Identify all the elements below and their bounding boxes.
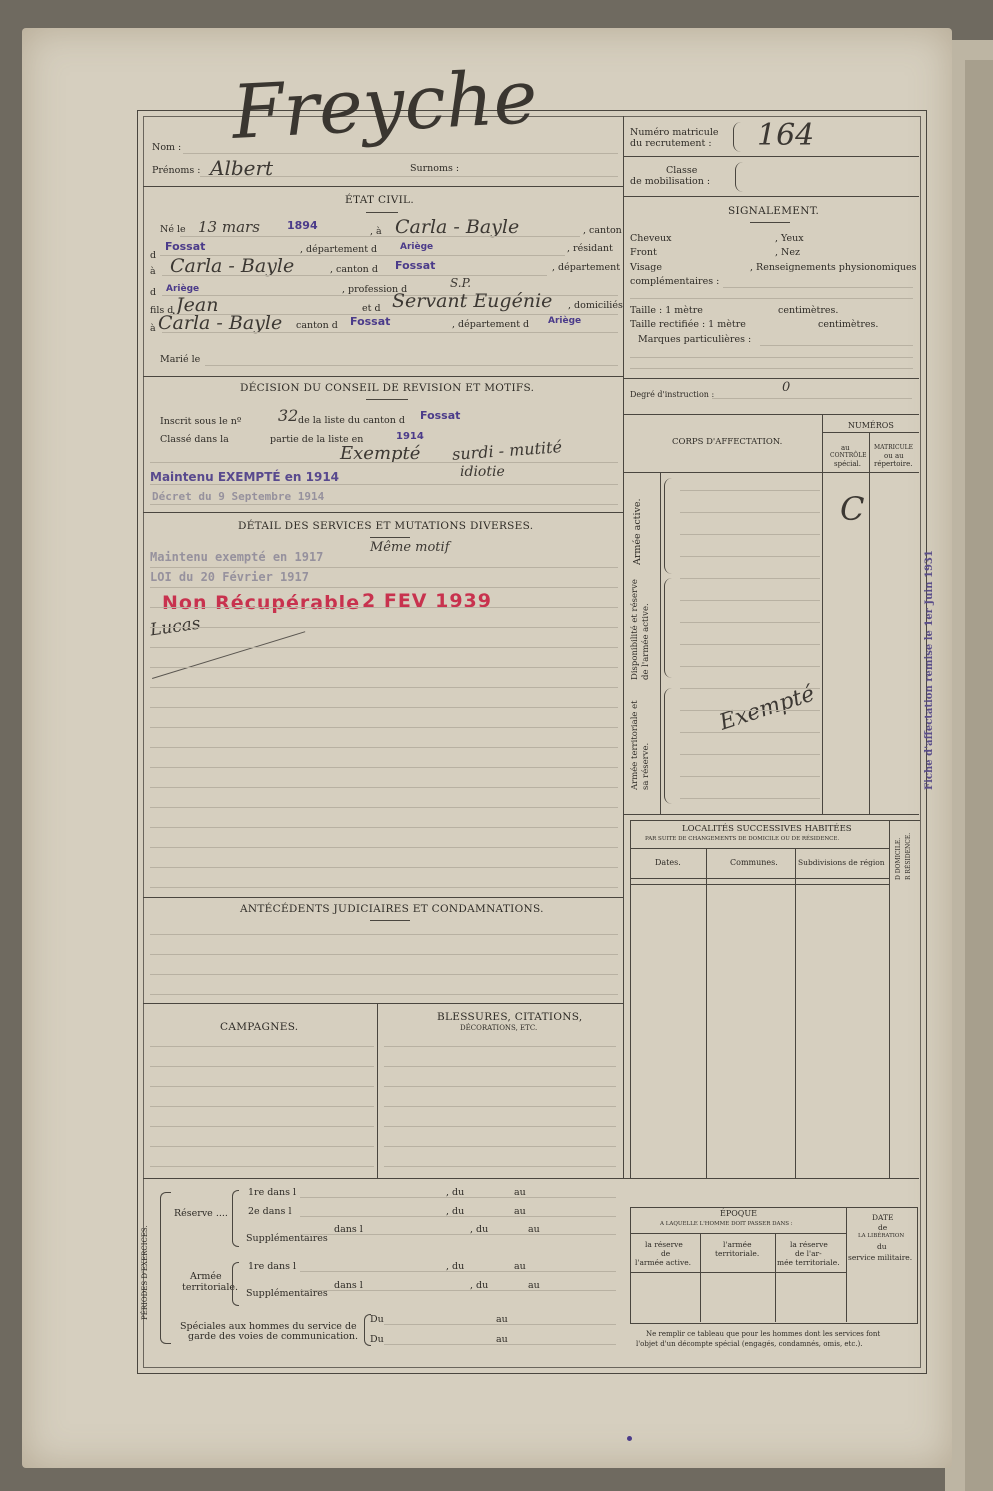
rule: [150, 627, 618, 628]
departement-value: Ariège: [166, 284, 200, 294]
territoriale-1-label: 1re dans l: [248, 1261, 297, 1272]
underline: [366, 399, 408, 400]
date-label-5: service militaire.: [848, 1253, 913, 1262]
domicile-value: Carla - Bayle: [158, 312, 283, 334]
nez-label: , Nez: [775, 247, 800, 258]
supp-label: Supplémentaires: [246, 1233, 328, 1244]
signature: Lucas: [148, 613, 202, 641]
speciales-2: garde des voies de communication.: [188, 1331, 359, 1342]
du-label: Du: [370, 1334, 384, 1345]
rule: [162, 275, 547, 276]
col-divider: [660, 472, 661, 814]
underline: [750, 222, 790, 223]
separator: [822, 432, 919, 433]
rule: [680, 600, 820, 601]
rule: [300, 1290, 616, 1291]
separator: [143, 512, 623, 513]
profession-value: S.P.: [450, 276, 472, 290]
rule: [150, 1086, 374, 1087]
c2-label-2: territoriale.: [715, 1249, 760, 1258]
rule: [680, 688, 820, 689]
rule: [680, 666, 820, 667]
separator: [143, 1178, 919, 1179]
col-divider: [822, 414, 823, 814]
signalement-title: SIGNALEMENT.: [728, 205, 820, 217]
rule: [150, 767, 618, 768]
canton-value: Fossat: [395, 259, 436, 272]
rule: [200, 176, 618, 177]
brace: [160, 1192, 171, 1344]
front-label: Front: [630, 247, 657, 258]
du-label: , du: [470, 1224, 489, 1235]
rule: [384, 1046, 616, 1047]
inscrit-label: Inscrit sous le nº: [160, 416, 242, 427]
d-label: d: [150, 287, 157, 298]
ou-au-label: ou au: [884, 452, 904, 460]
rule: [680, 732, 820, 733]
rule: [150, 954, 618, 955]
inscrit-suffix: de la liste du canton d: [298, 415, 405, 426]
maintenu-stamp: Maintenu EXEMPTÉ en 1914: [150, 470, 340, 484]
rule: [150, 867, 618, 868]
armee-terr-label: Armée: [190, 1271, 222, 1282]
rule: [150, 1046, 374, 1047]
au-label: au: [841, 444, 850, 452]
col-subdivisions: Subdivisions de région: [798, 858, 885, 867]
rule: [150, 847, 618, 848]
epoque-note-1: Ne remplir ce tableau que pour les hommes dont les services font: [646, 1330, 881, 1338]
rule: [150, 484, 618, 485]
separator: [630, 878, 890, 879]
canton-label: , canton d: [330, 264, 378, 275]
territoriale-label: Armée territoriale et sa réserve.: [630, 700, 651, 790]
campagnes-title: CAMPAGNES.: [220, 1021, 299, 1033]
canton-label: canton d: [296, 320, 338, 331]
c3-label-3: mée territoriale.: [777, 1258, 840, 1267]
pere-value: Jean: [176, 294, 219, 316]
au-label: au: [514, 1206, 526, 1217]
rule: [150, 687, 618, 688]
du-label: , du: [446, 1206, 465, 1217]
separator: [623, 472, 919, 473]
degre-label: Degré d'instruction :: [630, 390, 715, 399]
taille-rectifiee-label: Taille rectifiée : 1 mètre: [630, 319, 746, 330]
underline: [370, 537, 410, 538]
col-divider: [377, 1003, 378, 1178]
a-label: à: [150, 323, 156, 334]
col-divider: [846, 1207, 847, 1322]
exempte-value: Exempté: [340, 443, 421, 464]
cheveux-label: Cheveux: [630, 233, 672, 244]
rule: [150, 1106, 374, 1107]
motif-2: idiotie: [460, 464, 505, 480]
brace: [664, 578, 673, 678]
column-divider: [623, 116, 624, 1178]
marie-label: Marié le: [160, 354, 201, 365]
residant-value: Carla - Bayle: [170, 255, 295, 277]
matricule-label-2: du recrutement :: [630, 138, 712, 149]
separator: [623, 156, 919, 157]
nom-value: Freyche: [229, 54, 540, 156]
col-residence: R RÉSIDENCE.: [905, 832, 912, 880]
col-domicile: D DOMICILE.: [895, 837, 902, 880]
departement-label: , département d: [300, 244, 378, 255]
rule: [162, 332, 618, 333]
rule: [150, 707, 618, 708]
c2-label: l'armée: [723, 1240, 752, 1249]
rule: [150, 567, 618, 568]
classe-suffix: partie de la liste en: [270, 434, 364, 445]
underline: [370, 920, 410, 921]
rule: [680, 776, 820, 777]
decision-title: DÉCISION DU CONSEIL DE REVISION ET MOTIFS.: [240, 382, 535, 394]
prenoms-label: Prénoms :: [152, 165, 201, 176]
book-edge: [965, 60, 993, 1491]
col-divider: [775, 1233, 776, 1322]
rule: [300, 1216, 616, 1217]
d-label: d: [150, 250, 157, 261]
rule: [384, 1106, 616, 1107]
special-label: spécial.: [834, 460, 862, 468]
du-label: Du: [370, 1314, 384, 1325]
au-label: au: [496, 1334, 508, 1345]
exempte-corps: Exempté: [716, 681, 818, 736]
rule: [150, 587, 618, 588]
ne-year: 1894: [287, 219, 318, 232]
separator: [623, 814, 919, 815]
matricule-value: 164: [757, 118, 815, 153]
supp-label: Supplémentaires: [246, 1288, 328, 1299]
a-label: , à: [370, 226, 382, 237]
au-label: au: [528, 1280, 540, 1291]
yeux-label: , Yeux: [775, 233, 804, 244]
c-mark: C: [840, 490, 865, 528]
rule: [384, 1324, 616, 1325]
rule: [630, 298, 913, 299]
rule: [680, 798, 820, 799]
profession-label: , profession d: [342, 284, 408, 295]
brace: [232, 1262, 239, 1306]
brace: [733, 122, 742, 152]
rule: [300, 1271, 616, 1272]
services-title: DÉTAIL DES SERVICES ET MUTATIONS DIVERSES.: [238, 520, 534, 532]
separator: [143, 1003, 623, 1004]
au-label: au: [514, 1187, 526, 1198]
c3-label-2: de l'ar-: [795, 1249, 822, 1258]
etat-civil-title: ÉTAT CIVIL.: [345, 194, 414, 206]
separator: [630, 848, 890, 849]
rule: [150, 974, 618, 975]
complementaires-label: complémentaires :: [630, 276, 720, 287]
departement-label: , département d: [452, 319, 530, 330]
rule: [384, 1086, 616, 1087]
ne-label: Né le: [160, 224, 186, 235]
surnoms-label: Surnoms :: [410, 163, 460, 174]
rule: [150, 1126, 374, 1127]
c1-label: la réserve: [645, 1240, 683, 1249]
date-label-4: du: [877, 1242, 887, 1251]
meme-motif: Même motif: [370, 540, 450, 555]
au-label: au: [528, 1224, 540, 1235]
canton-label: , canton: [583, 225, 622, 236]
separator: [630, 820, 920, 821]
departement-value: Ariège: [400, 242, 434, 252]
rule: [680, 556, 820, 557]
col-communes: Communes.: [730, 858, 778, 867]
classe-label-2: de mobilisation :: [630, 176, 711, 187]
classe-year: 1914: [396, 431, 424, 442]
speciales-1: Spéciales aux hommes du service de: [180, 1321, 357, 1332]
epoque-note-2: l'objet d'un décompte spécial (engagés, condamnés, omis, etc.).: [636, 1340, 863, 1348]
rule: [150, 504, 618, 505]
brace: [664, 688, 673, 804]
reserve-label: Réserve ....: [174, 1208, 228, 1219]
taille-label: Taille : 1 mètre: [630, 305, 703, 316]
centimetres-label: centimètres.: [818, 319, 879, 330]
rule: [180, 236, 580, 237]
rule: [150, 994, 618, 995]
brace: [232, 1190, 239, 1247]
localites-title: LOCALITÉS SUCCESSIVES HABITÉES: [682, 824, 852, 834]
rule: [384, 1166, 616, 1167]
au-label: au: [496, 1314, 508, 1325]
dans-l-label: dans l: [334, 1280, 363, 1291]
col-divider: [869, 432, 870, 814]
brace: [664, 478, 673, 574]
departement-label: , département: [552, 262, 621, 273]
mere-value: Servant Eugénie: [392, 290, 553, 312]
col-divider: [630, 820, 631, 1178]
rule: [150, 934, 618, 935]
nom-label: Nom :: [152, 142, 182, 153]
rule: [680, 578, 820, 579]
degre-value: 0: [782, 380, 791, 395]
inscrit-canton: Fossat: [420, 409, 461, 422]
corps-title: CORPS D'AFFECTATION.: [672, 437, 783, 447]
side-note: Fiche d'affectation remise le 1er Juin 1931: [924, 550, 935, 790]
territoriale-label: territoriale.: [182, 1282, 239, 1293]
reserve-2-label: 2e dans l: [248, 1206, 292, 1217]
separator: [623, 196, 919, 197]
rule: [680, 490, 820, 491]
matricule-label: Numéro matricule: [630, 127, 719, 138]
rule: [300, 1234, 616, 1235]
separator: [630, 884, 890, 885]
maintenu-1917-stamp: Maintenu exempté en 1917: [150, 550, 324, 564]
rule: [150, 887, 618, 888]
dans-l-label: dans l: [334, 1224, 363, 1235]
rule: [150, 827, 618, 828]
rule: [150, 462, 618, 463]
rule: [150, 647, 618, 648]
col-divider: [795, 848, 796, 1178]
fils-label: fils d: [150, 305, 174, 316]
rule: [723, 287, 913, 288]
rule: [384, 1066, 616, 1067]
prenoms-value: Albert: [210, 156, 274, 180]
lieu-naissance: Carla - Bayle: [395, 216, 520, 238]
rule: [150, 727, 618, 728]
rule: [300, 1197, 616, 1198]
epoque-title: ÉPOQUE: [720, 1209, 757, 1218]
date-label-3: LA LIBÉRATION: [858, 1233, 905, 1239]
du-label: , du: [446, 1187, 465, 1198]
centimetres-label: centimètres.: [778, 305, 839, 316]
mere-label: et d: [362, 303, 381, 314]
epoque-subtitle: A LAQUELLE L'HOMME DOIT PASSER DANS :: [660, 1221, 793, 1227]
disponibilite-label: Disponibilité et réserve de l'armée active.: [630, 579, 651, 680]
visage-label: Visage: [630, 262, 662, 273]
separator: [630, 1272, 846, 1273]
c1-label-3: l'armée active.: [635, 1258, 692, 1267]
rule: [680, 622, 820, 623]
du-label: , du: [446, 1261, 465, 1272]
c3-label: la réserve: [790, 1240, 828, 1249]
repertoire-label: répertoire.: [874, 460, 913, 468]
rule: [150, 1166, 374, 1167]
rule: [680, 644, 820, 645]
loi-1917-stamp: LOI du 20 Février 1917: [150, 570, 309, 584]
non-recuperable-stamp: Non Récupérable: [162, 592, 361, 614]
antecedents-title: ANTÉCÉDENTS JUDICIAIRES ET CONDAMNATIONS.: [240, 903, 544, 915]
a-label: à: [150, 266, 156, 277]
localites-subtitle: PAR SUITE DE CHANGEMENTS DE DOMICILE OU DE RÉSIDENCE.: [645, 836, 840, 842]
rule: [680, 534, 820, 535]
rule: [630, 368, 913, 369]
col-dates: Dates.: [655, 858, 681, 867]
non-recuperable-date: 2 FEV 1939: [362, 590, 492, 612]
rule: [712, 398, 912, 399]
domicilies-label: , domiciliés: [568, 300, 623, 311]
col-divider: [706, 848, 707, 1178]
classe-label: Classe: [666, 165, 698, 176]
rule: [150, 787, 618, 788]
marques-label: Marques particulières :: [638, 334, 752, 345]
classe-dans-label: Classé dans la: [160, 434, 229, 445]
au-label: au: [514, 1261, 526, 1272]
renseignements-label: , Renseignements physionomiques: [750, 262, 917, 273]
rule: [384, 1126, 616, 1127]
canton-value: Fossat: [350, 315, 391, 328]
separator: [143, 897, 623, 898]
rule: [680, 710, 820, 711]
rule: [630, 357, 913, 358]
rule: [384, 1146, 616, 1147]
inscrit-value: 32: [278, 406, 299, 425]
underline: [366, 212, 398, 213]
canton-value: Fossat: [165, 240, 206, 253]
date-label: DATE: [872, 1213, 894, 1222]
ne-date: 13 mars: [198, 218, 260, 236]
blessures-title: BLESSURES, CITATIONS,: [437, 1011, 583, 1023]
c1-label-2: de: [661, 1249, 671, 1258]
separator: [623, 414, 919, 415]
matricule-col-label: MATRICULE: [874, 444, 914, 451]
rule: [150, 747, 618, 748]
armee-active-label: Armée active.: [632, 498, 643, 565]
du-label: , du: [470, 1280, 489, 1291]
controle-label: CONTRÔLE: [830, 452, 867, 459]
rule: [150, 1146, 374, 1147]
separator: [630, 1233, 846, 1234]
header-separator: [143, 186, 623, 187]
rule: [680, 512, 820, 513]
brace: [735, 162, 744, 192]
decret-stamp: Décret du 9 Septembre 1914: [152, 490, 325, 503]
rule: [150, 1066, 374, 1067]
rule: [150, 667, 618, 668]
motif-1: surdi - mutité: [451, 437, 563, 464]
rule: [760, 345, 913, 346]
separator: [143, 376, 623, 377]
residant-label: , résidant: [567, 243, 613, 254]
numeros-label: NUMÉROS: [848, 421, 894, 430]
rule: [384, 1344, 616, 1345]
blessures-subtitle: DÉCORATIONS, ETC.: [460, 1024, 538, 1032]
departement-value: Ariège: [548, 316, 582, 326]
rule: [150, 807, 618, 808]
rule: [150, 607, 618, 608]
periodes-label: PÉRIODES D'EXERCICES.: [141, 1225, 149, 1320]
col-divider: [700, 1233, 701, 1322]
separator: [623, 378, 919, 379]
ink-dot: [627, 1436, 632, 1441]
rule: [183, 153, 618, 154]
reserve-1-label: 1re dans l: [248, 1187, 297, 1198]
rule: [680, 754, 820, 755]
rule: [205, 365, 618, 366]
date-label-2: de: [878, 1223, 888, 1232]
col-divider: [889, 820, 890, 1178]
